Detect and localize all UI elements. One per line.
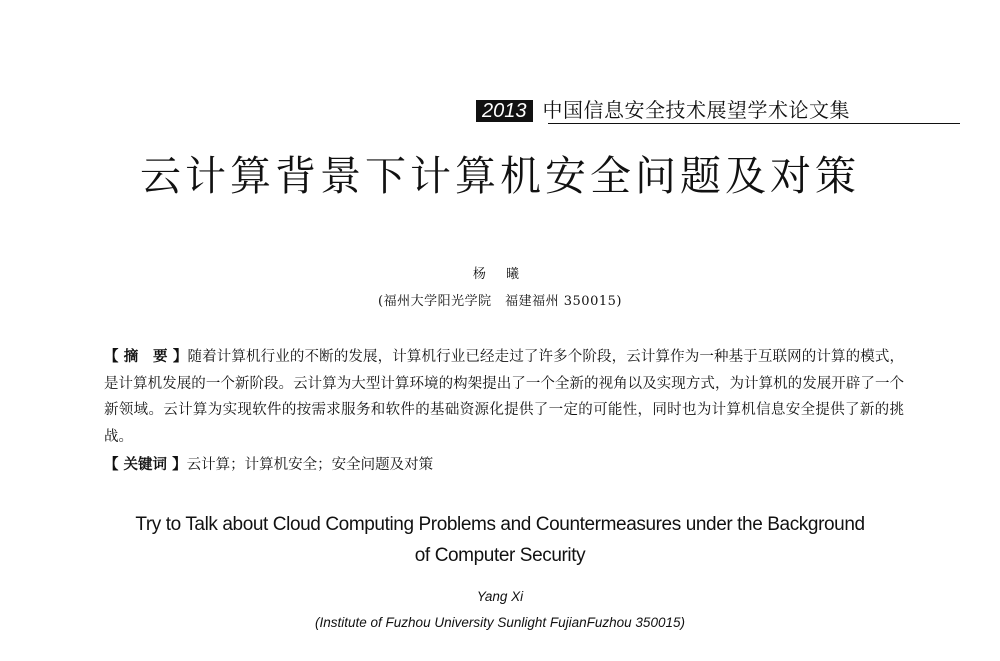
author-en: Yang Xi bbox=[476, 589, 524, 604]
series-title: 中国信息安全技术展望学术论文集 bbox=[542, 98, 850, 122]
keywords-label: 【 关键词 】 bbox=[104, 457, 187, 473]
keywords-text: 云计算；计算机安全；安全问题及对策 bbox=[186, 457, 434, 473]
running-header bbox=[476, 96, 850, 122]
abstract-label: 【 摘 要 】 bbox=[104, 349, 188, 365]
keywords-cn bbox=[104, 453, 904, 477]
affiliation-en: (Institute of Fuzhou University Sunlight FujianFuzhou 350015) bbox=[315, 615, 685, 630]
header-rule bbox=[548, 123, 960, 124]
affiliation-cn: (福州大学阳光学院 福建福州 350015) bbox=[378, 294, 622, 309]
abstract-text: 随着计算机行业的不断的发展，计算机行业已经走过了许多个阶段，云计算作为一种基于互联网的计算的模式，是计算机发展的一个新阶段。云计算为大型计算环境的构架提出了一个全新的视角以及实现方式，为计算机的发展开辟了一个新领域。云计算为实现软件的按需求服务和软件的基础资源化提供了一定的可能性，同时也为计算机信息安全提供了新的挑战。 bbox=[104, 349, 904, 445]
paper-title-en: Try to Talk about Cloud Computing Problems and Countermeasures under the Background of Computer Security bbox=[135, 514, 865, 566]
author-cn: 杨 曦 bbox=[472, 267, 528, 282]
year-badge: 2013 bbox=[476, 100, 533, 122]
abstract-cn bbox=[104, 344, 904, 450]
paper-title-cn: 云计算背景下计算机安全问题及对策 bbox=[140, 152, 860, 200]
